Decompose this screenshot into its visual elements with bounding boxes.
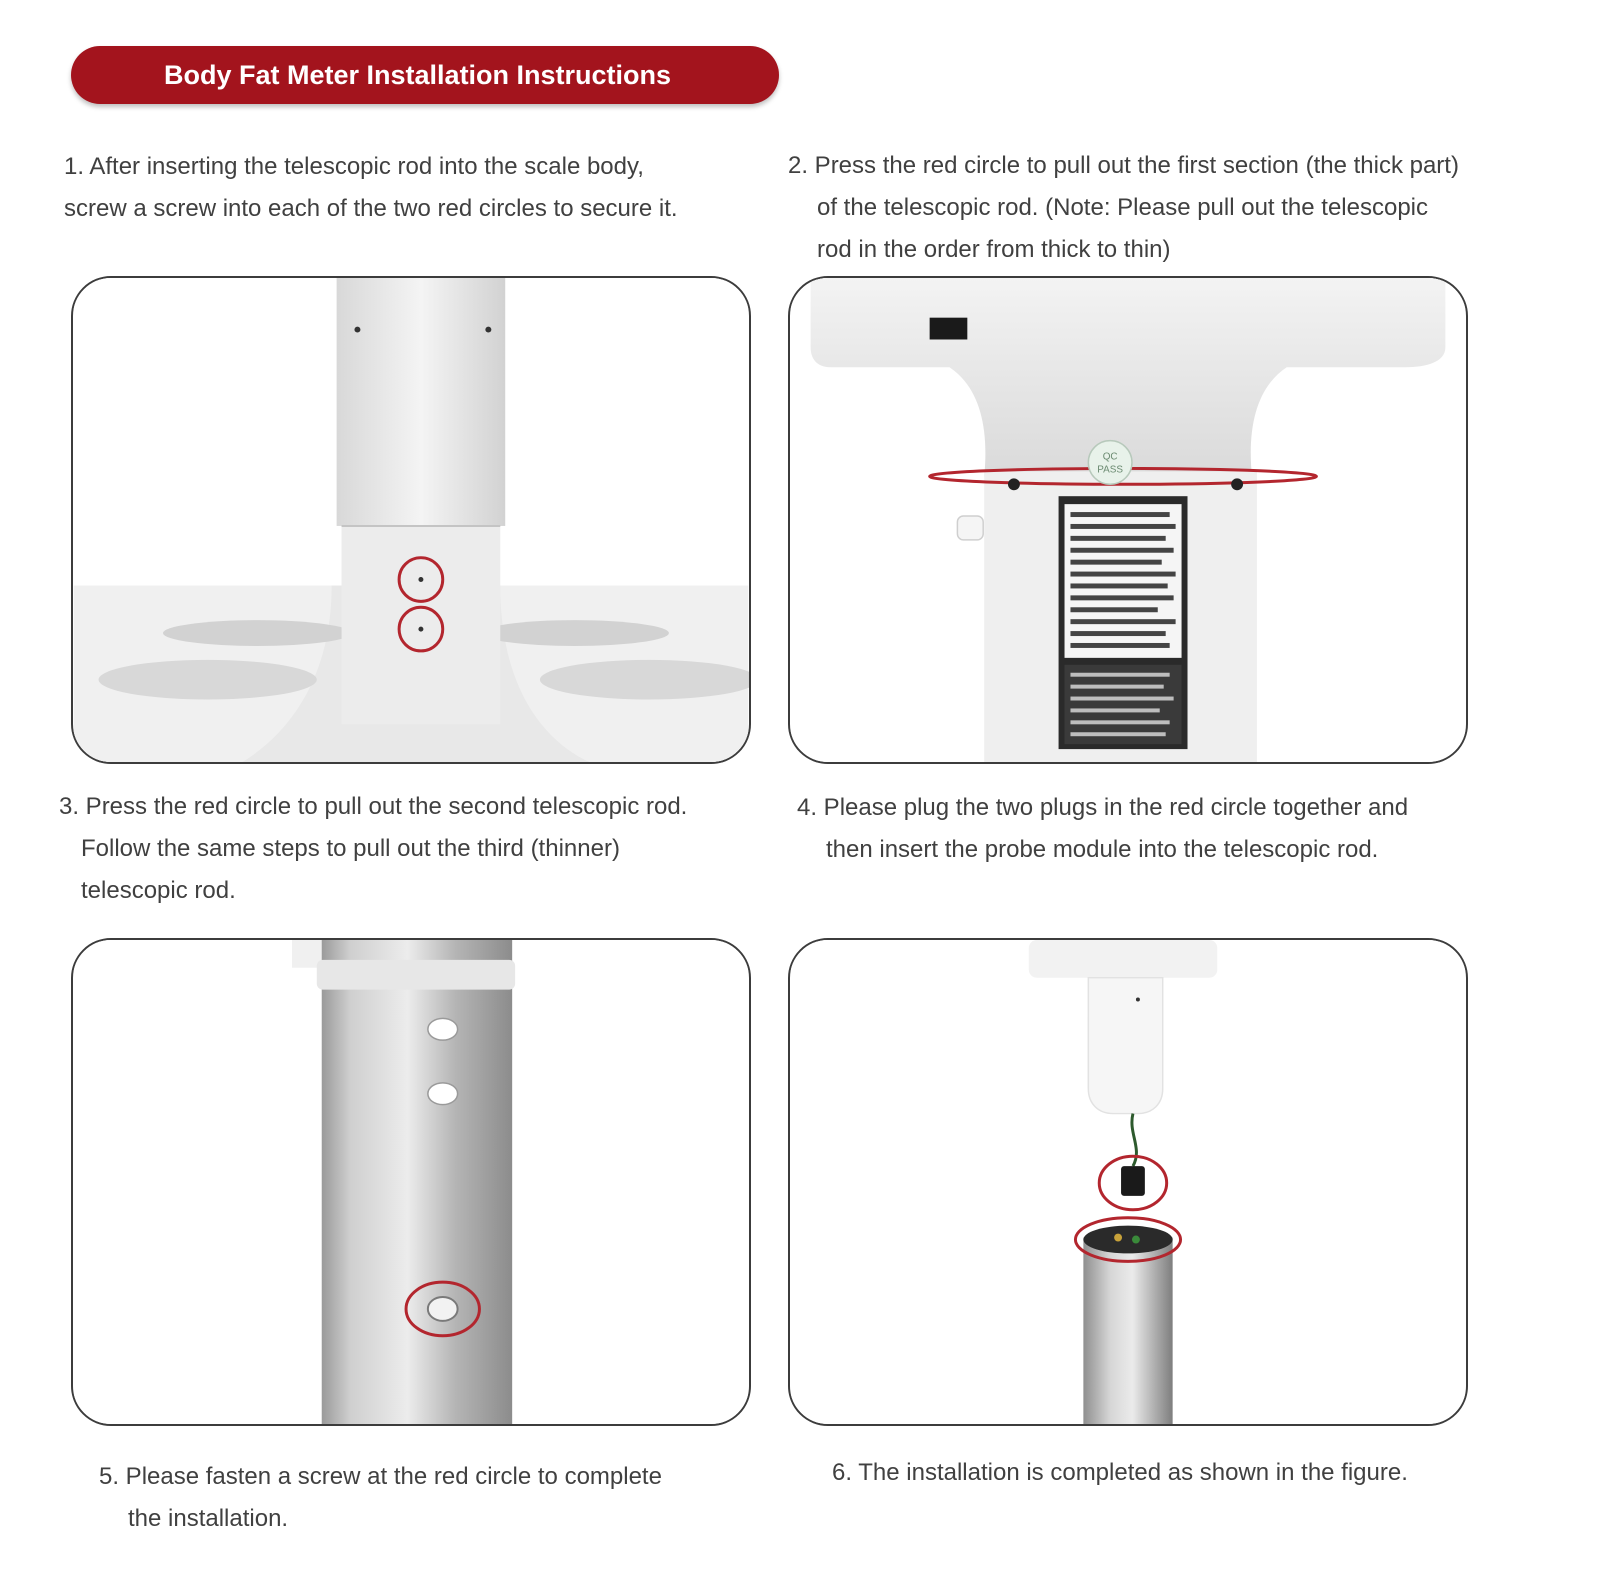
step-6-text: [832, 1452, 1408, 1494]
step-1-line-1: 1. After inserting the telescopic rod into the scale body,: [64, 153, 644, 180]
step-5-line-2: the installation.: [128, 1505, 289, 1532]
step-2-image: [788, 276, 1468, 764]
page-title-text: Body Fat Meter Installation Instructions: [164, 59, 672, 90]
step-4-line-1: 4. Please plug the two plugs in the red circle together and: [797, 794, 1409, 821]
step-2-line-2: of the telescopic rod. (Note: Please pull out the telescopic: [817, 194, 1429, 221]
step-3-line-1: 3. Press the red circle to pull out the second telescopic rod.: [59, 793, 688, 820]
step-4-line-2: then insert the probe module into the telescopic rod.: [826, 836, 1379, 863]
step-5-line-1: 5. Please fasten a screw at the red circle to complete: [99, 1463, 662, 1490]
step-4-text: [797, 787, 1408, 871]
probe-plug-illustration: [790, 940, 1466, 1424]
scale-body-rod-illustration: [73, 278, 749, 762]
step-2-line-3: rod in the order from thick to thin): [817, 236, 1171, 263]
step-3-line-3: telescopic rod.: [81, 877, 236, 904]
qc-pass-line-1: QC: [1102, 451, 1118, 463]
step-4-image: [788, 938, 1468, 1426]
step-3-image: [71, 938, 751, 1426]
telescopic-rod-illustration: [73, 940, 749, 1424]
page-title: [71, 46, 779, 104]
step-1-text: [64, 146, 678, 230]
step-6-line-1: 6. The installation is completed as shown in the figure.: [832, 1459, 1408, 1486]
step-1-line-2: screw a screw into each of the two red circles to secure it.: [64, 195, 678, 222]
step-5-text: [99, 1456, 662, 1540]
step-2-text: [788, 145, 1459, 271]
step-3-line-2: Follow the same steps to pull out the third (thinner): [81, 835, 620, 862]
step-1-image: [71, 276, 751, 764]
scale-head-illustration: [790, 278, 1466, 762]
qc-pass-line-2: PASS: [1097, 464, 1123, 476]
step-2-line-1: 2. Press the red circle to pull out the first section (the thick part): [788, 152, 1459, 179]
step-3-text: [59, 786, 687, 912]
